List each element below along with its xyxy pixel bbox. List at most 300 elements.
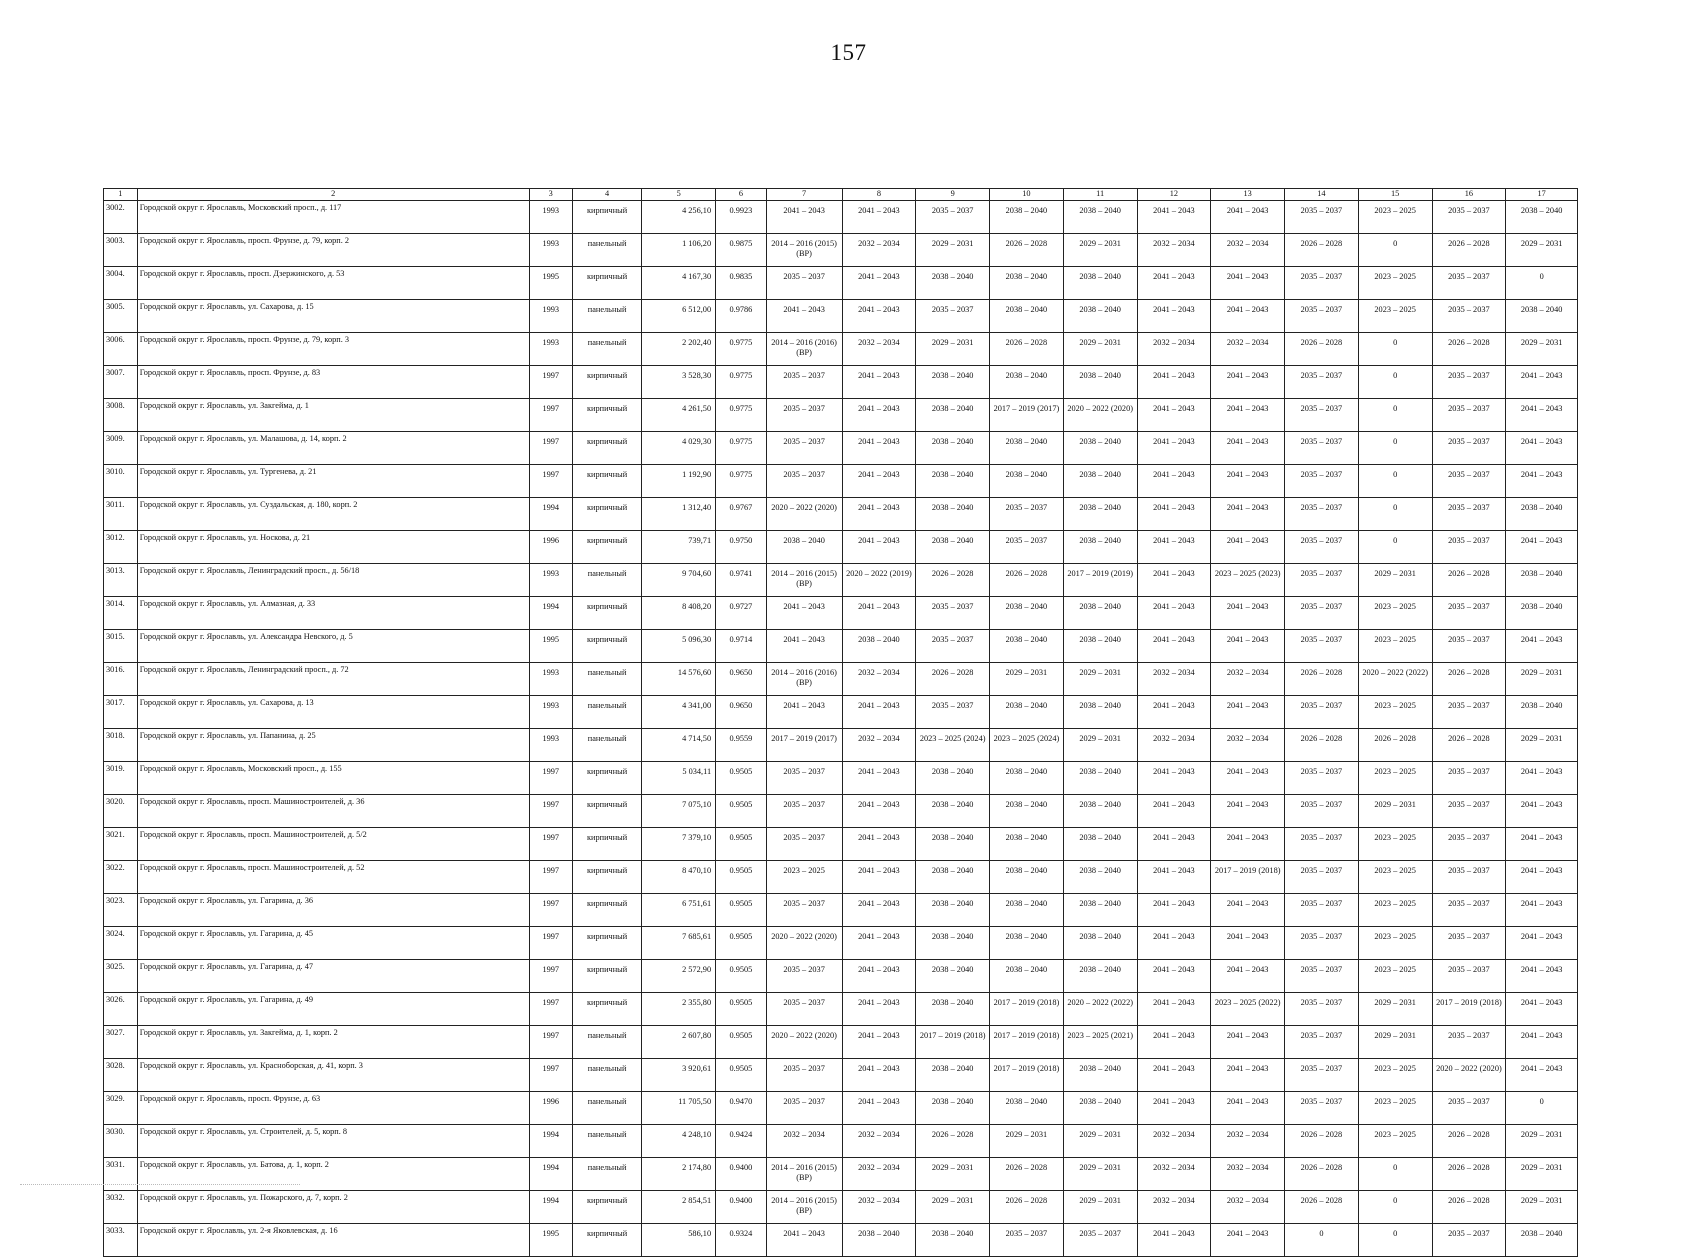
- address-cell: Городской округ г. Ярославль, ул. 2-я Яковлевская, д. 16: [137, 1224, 529, 1257]
- period-cell-9: 2026 – 2028: [916, 564, 990, 597]
- wall-material-cell: кирпичный: [572, 1191, 642, 1224]
- area-cell: 14 576,60: [642, 663, 716, 696]
- period-cell-9: 2029 – 2031: [916, 1158, 990, 1191]
- period-cell-7: 2035 – 2037: [766, 762, 842, 795]
- period-cell-13: 2041 – 2043: [1211, 795, 1285, 828]
- period-cell-7: 2035 – 2037: [766, 399, 842, 432]
- period-cell-17: 2041 – 2043: [1506, 795, 1578, 828]
- period-cell-12: 2041 – 2043: [1137, 762, 1211, 795]
- period-cell-11: 2038 – 2040: [1063, 465, 1137, 498]
- coefficient-cell: 0.9470: [716, 1092, 767, 1125]
- period-cell-17: 2029 – 2031: [1506, 663, 1578, 696]
- area-cell: 2 607,80: [642, 1026, 716, 1059]
- period-cell-8: 2032 – 2034: [842, 1158, 916, 1191]
- area-cell: 4 029,30: [642, 432, 716, 465]
- period-cell-7: 2035 – 2037: [766, 267, 842, 300]
- address-cell: Городской округ г. Ярославль, ул. Пожарского, д. 7, корп. 2: [137, 1191, 529, 1224]
- year-cell: 1994: [529, 1125, 572, 1158]
- period-cell-8: 2038 – 2040: [842, 630, 916, 663]
- period-cell-12: 2041 – 2043: [1137, 465, 1211, 498]
- period-cell-16: 2026 – 2028: [1432, 1125, 1506, 1158]
- address-cell: Городской округ г. Ярославль, ул. Александра Невского, д. 5: [137, 630, 529, 663]
- period-cell-12: 2041 – 2043: [1137, 1026, 1211, 1059]
- wall-material-cell: кирпичный: [572, 795, 642, 828]
- period-cell-10: 2038 – 2040: [990, 927, 1064, 960]
- table-row: [104, 267, 1578, 300]
- year-cell: 1997: [529, 1059, 572, 1092]
- year-cell: 1993: [529, 234, 572, 267]
- period-cell-7: 2014 – 2016 (2016) (ВР): [766, 663, 842, 696]
- period-cell-12: 2041 – 2043: [1137, 927, 1211, 960]
- coefficient-cell: 0.9505: [716, 927, 767, 960]
- wall-material-cell: кирпичный: [572, 366, 642, 399]
- period-cell-14: 2026 – 2028: [1285, 1125, 1359, 1158]
- address-cell: Городской округ г. Ярославль, Ленинградский просп., д. 72: [137, 663, 529, 696]
- column-header-11: 11: [1063, 189, 1137, 201]
- address-cell: Городской округ г. Ярославль, просп. Машиностроителей, д. 36: [137, 795, 529, 828]
- wall-material-cell: кирпичный: [572, 960, 642, 993]
- period-cell-14: 2035 – 2037: [1285, 828, 1359, 861]
- period-cell-14: 2035 – 2037: [1285, 960, 1359, 993]
- area-cell: 1 312,40: [642, 498, 716, 531]
- period-cell-17: 2041 – 2043: [1506, 366, 1578, 399]
- period-cell-7: 2035 – 2037: [766, 828, 842, 861]
- period-cell-14: 2026 – 2028: [1285, 234, 1359, 267]
- year-cell: 1995: [529, 630, 572, 663]
- period-cell-8: 2041 – 2043: [842, 1059, 916, 1092]
- row-number-cell: 3032.: [104, 1191, 138, 1224]
- page-number: 157: [830, 40, 867, 65]
- period-cell-12: 2041 – 2043: [1137, 894, 1211, 927]
- period-cell-12: 2032 – 2034: [1137, 1158, 1211, 1191]
- period-cell-11: 2038 – 2040: [1063, 1092, 1137, 1125]
- period-cell-9: 2038 – 2040: [916, 465, 990, 498]
- area-cell: 2 854,51: [642, 1191, 716, 1224]
- column-header-12: 12: [1137, 189, 1211, 201]
- table-row: [104, 1224, 1578, 1257]
- period-cell-15: 2029 – 2031: [1358, 993, 1432, 1026]
- period-cell-16: 2035 – 2037: [1432, 894, 1506, 927]
- period-cell-17: 2041 – 2043: [1506, 927, 1578, 960]
- period-cell-16: 2035 – 2037: [1432, 465, 1506, 498]
- row-number-cell: 3013.: [104, 564, 138, 597]
- period-cell-12: 2032 – 2034: [1137, 1125, 1211, 1158]
- year-cell: 1996: [529, 531, 572, 564]
- period-cell-9: 2035 – 2037: [916, 201, 990, 234]
- period-cell-15: 2020 – 2022 (2022): [1358, 663, 1432, 696]
- period-cell-12: 2041 – 2043: [1137, 795, 1211, 828]
- period-cell-16: 2035 – 2037: [1432, 927, 1506, 960]
- area-cell: 2 355,80: [642, 993, 716, 1026]
- period-cell-13: 2041 – 2043: [1211, 300, 1285, 333]
- period-cell-16: 2035 – 2037: [1432, 267, 1506, 300]
- table-row: [104, 828, 1578, 861]
- period-cell-10: 2038 – 2040: [990, 630, 1064, 663]
- period-cell-16: 2026 – 2028: [1432, 1158, 1506, 1191]
- period-cell-12: 2041 – 2043: [1137, 630, 1211, 663]
- address-cell: Городской округ г. Ярославль, ул. Тургенева, д. 21: [137, 465, 529, 498]
- period-cell-7: 2038 – 2040: [766, 531, 842, 564]
- address-cell: Городской округ г. Ярославль, ул. Гагарина, д. 36: [137, 894, 529, 927]
- coefficient-cell: 0.9750: [716, 531, 767, 564]
- period-cell-17: 2038 – 2040: [1506, 300, 1578, 333]
- wall-material-cell: кирпичный: [572, 201, 642, 234]
- period-cell-12: 2041 – 2043: [1137, 1092, 1211, 1125]
- table-row: [104, 432, 1578, 465]
- address-cell: Городской округ г. Ярославль, Московский просп., д. 155: [137, 762, 529, 795]
- table-row: [104, 630, 1578, 663]
- address-cell: Городской округ г. Ярославль, просп. Фрунзе, д. 79, корп. 3: [137, 333, 529, 366]
- coefficient-cell: 0.9424: [716, 1125, 767, 1158]
- period-cell-12: 2041 – 2043: [1137, 828, 1211, 861]
- period-cell-7: 2041 – 2043: [766, 597, 842, 630]
- year-cell: 1997: [529, 399, 572, 432]
- column-header-2: 2: [137, 189, 529, 201]
- period-cell-16: 2035 – 2037: [1432, 762, 1506, 795]
- address-cell: Городской округ г. Ярославль, просп. Фрунзе, д. 83: [137, 366, 529, 399]
- row-number-cell: 3005.: [104, 300, 138, 333]
- period-cell-14: 2035 – 2037: [1285, 927, 1359, 960]
- period-cell-11: 2029 – 2031: [1063, 1158, 1137, 1191]
- period-cell-10: 2026 – 2028: [990, 564, 1064, 597]
- period-cell-12: 2032 – 2034: [1137, 663, 1211, 696]
- period-cell-15: 2023 – 2025: [1358, 597, 1432, 630]
- area-cell: 2 202,40: [642, 333, 716, 366]
- period-cell-16: 2035 – 2037: [1432, 828, 1506, 861]
- address-cell: Городской округ г. Ярославль, ул. Красноборская, д. 41, корп. 3: [137, 1059, 529, 1092]
- period-cell-10: 2038 – 2040: [990, 597, 1064, 630]
- column-header-6: 6: [716, 189, 767, 201]
- area-cell: 4 167,30: [642, 267, 716, 300]
- period-cell-16: 2035 – 2037: [1432, 432, 1506, 465]
- period-cell-7: 2035 – 2037: [766, 366, 842, 399]
- column-header-3: 3: [529, 189, 572, 201]
- period-cell-12: 2032 – 2034: [1137, 729, 1211, 762]
- period-cell-15: 2023 – 2025: [1358, 894, 1432, 927]
- address-cell: Городской округ г. Ярославль, ул. Носкова, д. 21: [137, 531, 529, 564]
- period-cell-14: 2035 – 2037: [1285, 465, 1359, 498]
- period-cell-8: 2041 – 2043: [842, 498, 916, 531]
- column-header-8: 8: [842, 189, 916, 201]
- column-header-7: 7: [766, 189, 842, 201]
- period-cell-14: 2035 – 2037: [1285, 1026, 1359, 1059]
- row-number-cell: 3003.: [104, 234, 138, 267]
- row-number-cell: 3006.: [104, 333, 138, 366]
- period-cell-14: 2035 – 2037: [1285, 795, 1359, 828]
- period-cell-11: 2029 – 2031: [1063, 729, 1137, 762]
- table-row: [104, 465, 1578, 498]
- period-cell-7: 2035 – 2037: [766, 894, 842, 927]
- area-cell: 1 192,90: [642, 465, 716, 498]
- period-cell-17: 2041 – 2043: [1506, 432, 1578, 465]
- period-cell-10: 2038 – 2040: [990, 762, 1064, 795]
- period-cell-17: 2038 – 2040: [1506, 696, 1578, 729]
- column-header-9: 9: [916, 189, 990, 201]
- period-cell-15: 0: [1358, 531, 1432, 564]
- coefficient-cell: 0.9505: [716, 762, 767, 795]
- period-cell-15: 0: [1358, 234, 1432, 267]
- period-cell-15: 0: [1358, 498, 1432, 531]
- area-cell: 4 261,50: [642, 399, 716, 432]
- period-cell-9: 2038 – 2040: [916, 861, 990, 894]
- year-cell: 1997: [529, 762, 572, 795]
- period-cell-11: 2020 – 2022 (2020): [1063, 399, 1137, 432]
- table-row: [104, 762, 1578, 795]
- period-cell-15: 2029 – 2031: [1358, 1026, 1432, 1059]
- address-cell: Городской округ г. Ярославль, ул. Строителей, д. 5, корп. 8: [137, 1125, 529, 1158]
- period-cell-11: 2038 – 2040: [1063, 531, 1137, 564]
- period-cell-15: 2023 – 2025: [1358, 1125, 1432, 1158]
- wall-material-cell: кирпичный: [572, 861, 642, 894]
- row-number-cell: 3027.: [104, 1026, 138, 1059]
- period-cell-13: 2032 – 2034: [1211, 663, 1285, 696]
- area-cell: 4 256,10: [642, 201, 716, 234]
- period-cell-9: 2038 – 2040: [916, 960, 990, 993]
- coefficient-cell: 0.9505: [716, 960, 767, 993]
- period-cell-11: 2020 – 2022 (2022): [1063, 993, 1137, 1026]
- wall-material-cell: панельный: [572, 300, 642, 333]
- period-cell-9: 2038 – 2040: [916, 795, 990, 828]
- period-cell-13: 2032 – 2034: [1211, 333, 1285, 366]
- period-cell-12: 2041 – 2043: [1137, 300, 1211, 333]
- period-cell-11: 2029 – 2031: [1063, 333, 1137, 366]
- period-cell-14: 2026 – 2028: [1285, 1191, 1359, 1224]
- area-cell: 4 714,50: [642, 729, 716, 762]
- area-cell: 739,71: [642, 531, 716, 564]
- area-cell: 5 096,30: [642, 630, 716, 663]
- period-cell-8: 2041 – 2043: [842, 201, 916, 234]
- year-cell: 1995: [529, 267, 572, 300]
- address-cell: Городской округ г. Ярославль, ул. Суздальская, д. 180, корп. 2: [137, 498, 529, 531]
- period-cell-11: 2038 – 2040: [1063, 432, 1137, 465]
- row-number-cell: 3031.: [104, 1158, 138, 1191]
- period-cell-8: 2041 – 2043: [842, 960, 916, 993]
- period-cell-13: 2041 – 2043: [1211, 1059, 1285, 1092]
- table-row: [104, 1059, 1578, 1092]
- period-cell-17: 2029 – 2031: [1506, 1125, 1578, 1158]
- year-cell: 1997: [529, 828, 572, 861]
- address-cell: Городской округ г. Ярославль, Московский просп., д. 117: [137, 201, 529, 234]
- table-row: [104, 1191, 1578, 1224]
- period-cell-16: 2020 – 2022 (2020): [1432, 1059, 1506, 1092]
- year-cell: 1993: [529, 333, 572, 366]
- period-cell-9: 2038 – 2040: [916, 399, 990, 432]
- year-cell: 1994: [529, 1158, 572, 1191]
- period-cell-7: 2020 – 2022 (2020): [766, 927, 842, 960]
- period-cell-12: 2041 – 2043: [1137, 696, 1211, 729]
- period-cell-16: 2035 – 2037: [1432, 1026, 1506, 1059]
- period-cell-8: 2041 – 2043: [842, 1092, 916, 1125]
- address-cell: Городской округ г. Ярославль, ул. Гагарина, д. 49: [137, 993, 529, 1026]
- period-cell-17: 2041 – 2043: [1506, 993, 1578, 1026]
- year-cell: 1997: [529, 432, 572, 465]
- address-cell: Городской округ г. Ярославль, ул. Папанина, д. 25: [137, 729, 529, 762]
- period-cell-10: 2035 – 2037: [990, 1224, 1064, 1257]
- period-cell-7: 2035 – 2037: [766, 993, 842, 1026]
- period-cell-12: 2041 – 2043: [1137, 1059, 1211, 1092]
- period-cell-13: 2041 – 2043: [1211, 960, 1285, 993]
- period-cell-14: 2035 – 2037: [1285, 993, 1359, 1026]
- coefficient-cell: 0.9650: [716, 696, 767, 729]
- period-cell-13: 2023 – 2025 (2023): [1211, 564, 1285, 597]
- period-cell-13: 2041 – 2043: [1211, 1026, 1285, 1059]
- address-cell: Городской округ г. Ярославль, просп. Машиностроителей, д. 52: [137, 861, 529, 894]
- period-cell-14: 2035 – 2037: [1285, 267, 1359, 300]
- period-cell-11: 2029 – 2031: [1063, 1191, 1137, 1224]
- table-row: [104, 564, 1578, 597]
- period-cell-15: 2023 – 2025: [1358, 201, 1432, 234]
- period-cell-10: 2038 – 2040: [990, 861, 1064, 894]
- period-cell-9: 2038 – 2040: [916, 366, 990, 399]
- period-cell-11: 2023 – 2025 (2021): [1063, 1026, 1137, 1059]
- period-cell-7: 2035 – 2037: [766, 1059, 842, 1092]
- table-row: [104, 663, 1578, 696]
- period-cell-16: 2026 – 2028: [1432, 333, 1506, 366]
- period-cell-14: 2035 – 2037: [1285, 564, 1359, 597]
- address-cell: Городской округ г. Ярославль, ул. Алмазная, д. 33: [137, 597, 529, 630]
- wall-material-cell: кирпичный: [572, 993, 642, 1026]
- period-cell-10: 2038 – 2040: [990, 696, 1064, 729]
- row-number-cell: 3012.: [104, 531, 138, 564]
- period-cell-7: 2017 – 2019 (2017): [766, 729, 842, 762]
- address-cell: Городской округ г. Ярославль, ул. Батова, д. 1, корп. 2: [137, 1158, 529, 1191]
- period-cell-10: 2017 – 2019 (2018): [990, 1026, 1064, 1059]
- column-header-17: 17: [1506, 189, 1578, 201]
- wall-material-cell: кирпичный: [572, 828, 642, 861]
- period-cell-12: 2041 – 2043: [1137, 432, 1211, 465]
- period-cell-13: 2041 – 2043: [1211, 366, 1285, 399]
- period-cell-7: 2014 – 2016 (2015) (ВР): [766, 234, 842, 267]
- year-cell: 1996: [529, 1092, 572, 1125]
- period-cell-17: 2041 – 2043: [1506, 828, 1578, 861]
- coefficient-cell: 0.9875: [716, 234, 767, 267]
- area-cell: 8 470,10: [642, 861, 716, 894]
- period-cell-12: 2041 – 2043: [1137, 531, 1211, 564]
- period-cell-8: 2041 – 2043: [842, 828, 916, 861]
- table-row: [104, 597, 1578, 630]
- period-cell-8: 2041 – 2043: [842, 861, 916, 894]
- row-number-cell: 3002.: [104, 201, 138, 234]
- period-cell-8: 2041 – 2043: [842, 300, 916, 333]
- period-cell-10: 2026 – 2028: [990, 234, 1064, 267]
- year-cell: 1993: [529, 696, 572, 729]
- period-cell-10: 2038 – 2040: [990, 894, 1064, 927]
- year-cell: 1997: [529, 927, 572, 960]
- row-number-cell: 3033.: [104, 1224, 138, 1257]
- period-cell-8: 2032 – 2034: [842, 1125, 916, 1158]
- wall-material-cell: панельный: [572, 564, 642, 597]
- row-number-cell: 3016.: [104, 663, 138, 696]
- period-cell-10: 2038 – 2040: [990, 465, 1064, 498]
- period-cell-14: 2026 – 2028: [1285, 729, 1359, 762]
- document-table-container: [103, 188, 1578, 1257]
- period-cell-10: 2038 – 2040: [990, 300, 1064, 333]
- table-row: [104, 696, 1578, 729]
- period-cell-17: 2041 – 2043: [1506, 399, 1578, 432]
- period-cell-11: 2029 – 2031: [1063, 663, 1137, 696]
- period-cell-13: 2032 – 2034: [1211, 1158, 1285, 1191]
- coefficient-cell: 0.9835: [716, 267, 767, 300]
- period-cell-8: 2020 – 2022 (2019): [842, 564, 916, 597]
- period-cell-13: 2041 – 2043: [1211, 465, 1285, 498]
- period-cell-9: 2038 – 2040: [916, 762, 990, 795]
- period-cell-10: 2038 – 2040: [990, 960, 1064, 993]
- period-cell-13: 2041 – 2043: [1211, 432, 1285, 465]
- period-cell-15: 2023 – 2025: [1358, 630, 1432, 663]
- period-cell-14: 2035 – 2037: [1285, 597, 1359, 630]
- period-cell-13: 2041 – 2043: [1211, 201, 1285, 234]
- period-cell-17: 2029 – 2031: [1506, 1191, 1578, 1224]
- year-cell: 1997: [529, 960, 572, 993]
- coefficient-cell: 0.9324: [716, 1224, 767, 1257]
- row-number-cell: 3010.: [104, 465, 138, 498]
- period-cell-11: 2038 – 2040: [1063, 366, 1137, 399]
- period-cell-15: 0: [1358, 1191, 1432, 1224]
- wall-material-cell: кирпичный: [572, 927, 642, 960]
- period-cell-8: 2041 – 2043: [842, 993, 916, 1026]
- period-cell-11: 2038 – 2040: [1063, 762, 1137, 795]
- period-cell-16: 2035 – 2037: [1432, 1224, 1506, 1257]
- row-number-cell: 3004.: [104, 267, 138, 300]
- period-cell-9: 2038 – 2040: [916, 531, 990, 564]
- period-cell-16: 2026 – 2028: [1432, 234, 1506, 267]
- column-header-10: 10: [990, 189, 1064, 201]
- period-cell-16: 2035 – 2037: [1432, 498, 1506, 531]
- period-cell-10: 2026 – 2028: [990, 1191, 1064, 1224]
- address-cell: Городской округ г. Ярославль, Ленинградский просп., д. 56/18: [137, 564, 529, 597]
- period-cell-11: 2038 – 2040: [1063, 696, 1137, 729]
- area-cell: 4 248,10: [642, 1125, 716, 1158]
- period-cell-8: 2032 – 2034: [842, 729, 916, 762]
- coefficient-cell: 0.9775: [716, 432, 767, 465]
- period-cell-16: 2035 – 2037: [1432, 201, 1506, 234]
- coefficient-cell: 0.9505: [716, 795, 767, 828]
- address-cell: Городской округ г. Ярославль, просп. Фрунзе, д. 63: [137, 1092, 529, 1125]
- table-row: [104, 399, 1578, 432]
- period-cell-9: 2035 – 2037: [916, 300, 990, 333]
- period-cell-15: 2023 – 2025: [1358, 300, 1432, 333]
- period-cell-16: 2035 – 2037: [1432, 300, 1506, 333]
- period-cell-9: 2038 – 2040: [916, 498, 990, 531]
- row-number-cell: 3030.: [104, 1125, 138, 1158]
- period-cell-9: 2038 – 2040: [916, 267, 990, 300]
- row-number-cell: 3014.: [104, 597, 138, 630]
- period-cell-9: 2038 – 2040: [916, 993, 990, 1026]
- period-cell-10: 2038 – 2040: [990, 201, 1064, 234]
- period-cell-10: 2017 – 2019 (2018): [990, 1059, 1064, 1092]
- header-row: [104, 189, 1578, 201]
- coefficient-cell: 0.9650: [716, 663, 767, 696]
- column-header-1: 1: [104, 189, 138, 201]
- period-cell-10: 2035 – 2037: [990, 531, 1064, 564]
- row-number-cell: 3007.: [104, 366, 138, 399]
- period-cell-15: 0: [1358, 1158, 1432, 1191]
- period-cell-17: 0: [1506, 267, 1578, 300]
- period-cell-7: 2035 – 2037: [766, 960, 842, 993]
- period-cell-11: 2038 – 2040: [1063, 894, 1137, 927]
- period-cell-17: 2041 – 2043: [1506, 960, 1578, 993]
- period-cell-7: 2014 – 2016 (2015) (ВР): [766, 564, 842, 597]
- period-cell-14: 2035 – 2037: [1285, 894, 1359, 927]
- period-cell-15: 2026 – 2028: [1358, 729, 1432, 762]
- column-header-15: 15: [1358, 189, 1432, 201]
- period-cell-8: 2041 – 2043: [842, 894, 916, 927]
- period-cell-8: 2041 – 2043: [842, 1026, 916, 1059]
- period-cell-13: 2041 – 2043: [1211, 762, 1285, 795]
- period-cell-11: 2029 – 2031: [1063, 234, 1137, 267]
- address-cell: Городской округ г. Ярославль, просп. Машиностроителей, д. 5/2: [137, 828, 529, 861]
- period-cell-9: 2029 – 2031: [916, 333, 990, 366]
